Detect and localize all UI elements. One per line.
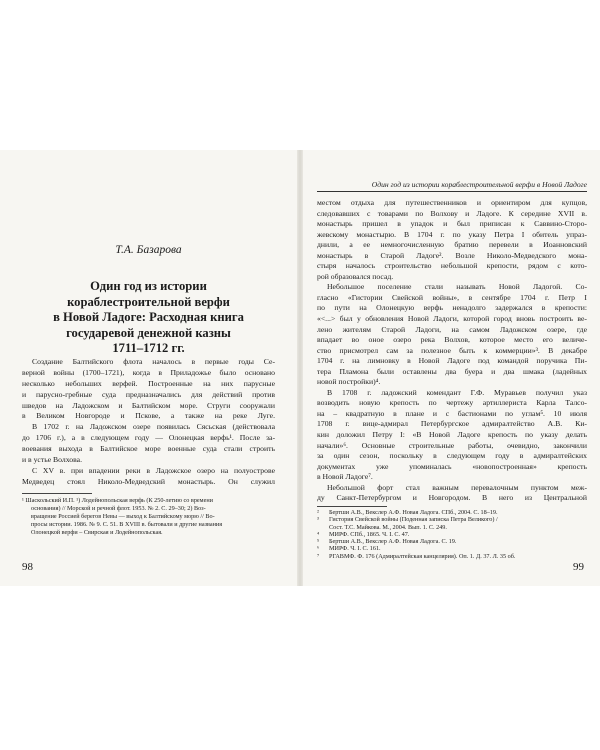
text-line: за один сезон, поскольку в следующем году в адмиралтейских: [317, 451, 587, 461]
footnote: [317, 524, 587, 531]
footnote: [317, 553, 587, 560]
text-line: Небольшое поселение стали называть Новой Ладогой. Со-: [327, 282, 587, 292]
footnote-rule: [317, 506, 387, 507]
book-spread: [0, 150, 600, 586]
text-line: и парусно-гребные суда предназначались для действий против: [22, 389, 275, 399]
footnote-number: [317, 524, 329, 531]
text-line: 1704 г. на лимновку в Новой Ладоге под командой поручика Пи-: [317, 356, 587, 366]
text-line: стыря началось строительство небольшой крепости, рядом с кото-: [317, 261, 587, 271]
text-line: в Великом Новгороде и Пскове, а также на реке Луге.: [22, 411, 275, 421]
text-line: воевания выхода в Балтийское море военные суда стали строить: [22, 444, 275, 454]
footnote-number: ⁵: [317, 538, 320, 546]
text-line: монастырь в Старой Ладоге². Возле Николо-Медведского мона-: [317, 250, 587, 260]
footnote-text: Бертши А.В., Векслер А.Ф. Новая Ладога. СПб., 2004. С. 18–19.: [329, 509, 498, 516]
text-line: впадает во оное озеро река Волхов, которое место его величе-: [317, 335, 587, 345]
left-page: [0, 150, 297, 586]
text-line: С XV в. при впадении реки в Ладожское озеро на полуострове: [32, 465, 275, 475]
footnote-line: основания) // Морской и речной флот. 1953. № 2. С. 29–30; 2) Воз-: [31, 505, 206, 513]
text-line: в Новой Ладоге⁷.: [317, 472, 373, 482]
text-line: «<...> был у обновления Новой Ладоги, которой город вновь построить ве-: [317, 314, 587, 324]
footnote-number: ⁶: [317, 545, 320, 553]
page-number: 98: [22, 561, 33, 573]
footnote-rule: [22, 493, 92, 494]
text-line: возводить новую крепость по чертежу артиллериста Карла Талсо-: [317, 398, 587, 408]
footnote: [317, 531, 587, 538]
footnote-number: ⁷: [317, 552, 320, 560]
text-line: В 1708 г. ладожский комендант Г.Ф. Муравьев получил указ: [327, 387, 587, 397]
footnote-text: МИРФ. СПб., 1865. Ч. I. С. 47.: [329, 530, 410, 538]
text-line: Медведец стоял Николо-Медведский монастырь. Он служил: [22, 476, 275, 486]
text-line: гласно «Гистории Свейской войны», в сентябре 1704 г. Петр I: [317, 292, 587, 302]
footnote-number: ²: [317, 509, 319, 516]
text-line: В 1702 г. на Ладожском озере появилась Сясьская (действовала: [32, 422, 275, 432]
text-line: новой постройки)⁴.: [317, 377, 381, 387]
footnote-number: ³: [317, 516, 319, 524]
text-line: и в устье Волхова.: [22, 455, 83, 465]
text-line: верной войны (1700–1721), когда в Приладожье было основано: [22, 367, 275, 377]
footnote-text: РГАВМФ. Ф. 176 (Адмиралтейская канцелярия). Оп. 1. Д. 37. Л. 35 об.: [329, 552, 516, 560]
text-line: Создание Балтийского флота началось в первые годы Се-: [32, 357, 275, 366]
title-line: в Новой Ладоге: Расходная книга: [53, 310, 244, 325]
text-line: ство присмотрел сам за полезное быть к коммерции»³. В декабре: [317, 345, 587, 355]
text-line: ду Санкт-Петербургом и Новгородом. В него из Центральной: [317, 493, 587, 503]
footnote-line: вращение Россией берегов Невы — выход к Балтийскому морю // Во-: [31, 513, 215, 521]
footnote-line: Олонецкой верфи – Свирская и Лодейнопольская.: [31, 529, 163, 537]
text-line: местом отдыха для путешественников и ориентиром для купцов,: [317, 198, 587, 207]
right-body-text: [317, 198, 587, 504]
article-title: [26, 279, 271, 357]
text-line: Небольшой форт стал важным перевалочным пунктом меж-: [327, 482, 587, 492]
text-line: тера Пламона были оставлены два буера и два шмака (ладейных: [317, 366, 587, 376]
footnote-number: ⁴: [317, 530, 320, 538]
running-head: Один год из истории кораблестроительной верфи в Новой Ладоге: [371, 180, 587, 189]
footnote-text: Сост. Т.С. Майкова. М., 2004. Вып. 1. С. 249.: [329, 523, 447, 531]
text-line: рой образовался посад.: [317, 271, 394, 281]
text-line: лено жителям Старой Ладоги, на самом Ладожском озере, где: [317, 324, 587, 334]
text-line: 1708 г. вице-адмирал Петербургское адмиралтейство А.В. Ки-: [317, 419, 587, 429]
footnote-text: Бертши А.В., Векслер А.Ф. Новая Ладога. С. 19.: [329, 538, 457, 546]
footnote: [317, 545, 587, 552]
left-body-text: [22, 357, 275, 488]
text-line: днили, а ее немногочисленную братию перевели в Иоанновский: [317, 240, 587, 250]
text-line: следовавших с товарами по Волхову и Ладоге. К середине XVII в.: [317, 208, 587, 218]
text-line: несколько небольших верфей. Построенные на них парусные: [22, 378, 275, 388]
footnote: [317, 538, 587, 545]
footnote-line: ¹ Шаскольский И.П. ¹) Лодейнопольская верфь (К 250-летию со времени: [22, 497, 213, 504]
text-line: шведов на Ладожском и Балтийском море. Струги сооружали: [22, 400, 275, 410]
text-line: кин доложил Петру I: «В Новой Ладоге крепость по указу делать: [317, 430, 587, 440]
right-footnotes: [317, 509, 587, 560]
footnote-line: просы истории. 1986. № 9. С. 51. В XVIII в. бытовали и другие названия: [31, 521, 223, 529]
footnote: [317, 516, 587, 523]
title-line: государевой денежной казны: [66, 325, 231, 340]
right-page: [303, 150, 600, 586]
title-line: кораблестроительной верфи: [67, 294, 230, 309]
text-line: на – квадратную в плане и с бастионами по углам⁵. 10 июля: [317, 408, 587, 418]
page-number: 99: [573, 561, 584, 573]
title-line: Один год из истории: [90, 279, 207, 293]
running-head-rule: [317, 191, 587, 192]
footnote-text: Гистория Свейской войны (Поденная записка Петра Великого) /: [329, 516, 498, 524]
text-line: документах уже упоминалась «новопостроенная» крепость: [317, 461, 587, 471]
left-footnotes: [22, 497, 275, 537]
text-line: начали»⁶. Основные строительные работы, очевидно, закончили: [317, 440, 587, 450]
text-line: монастырь пришел в упадок и был приписан к Саввино-Сторо-: [317, 219, 587, 229]
text-line: по пути на Олонецкую верфь ненадолго задержался в крепости:: [317, 303, 587, 313]
footnote: [317, 509, 587, 516]
text-line: до 1706 г.), а в следующем году — Олонецкая верфь¹. После за-: [22, 433, 275, 443]
text-line: жевскому монастырю. В 1704 г. по указу Петра I обитель упраз-: [317, 229, 587, 239]
title-line: 1711–1712 гг.: [112, 341, 185, 356]
author-name: Т.А. Базарова: [115, 244, 182, 256]
footnote-text: МИРФ. Ч. I. С. 161.: [329, 545, 381, 553]
